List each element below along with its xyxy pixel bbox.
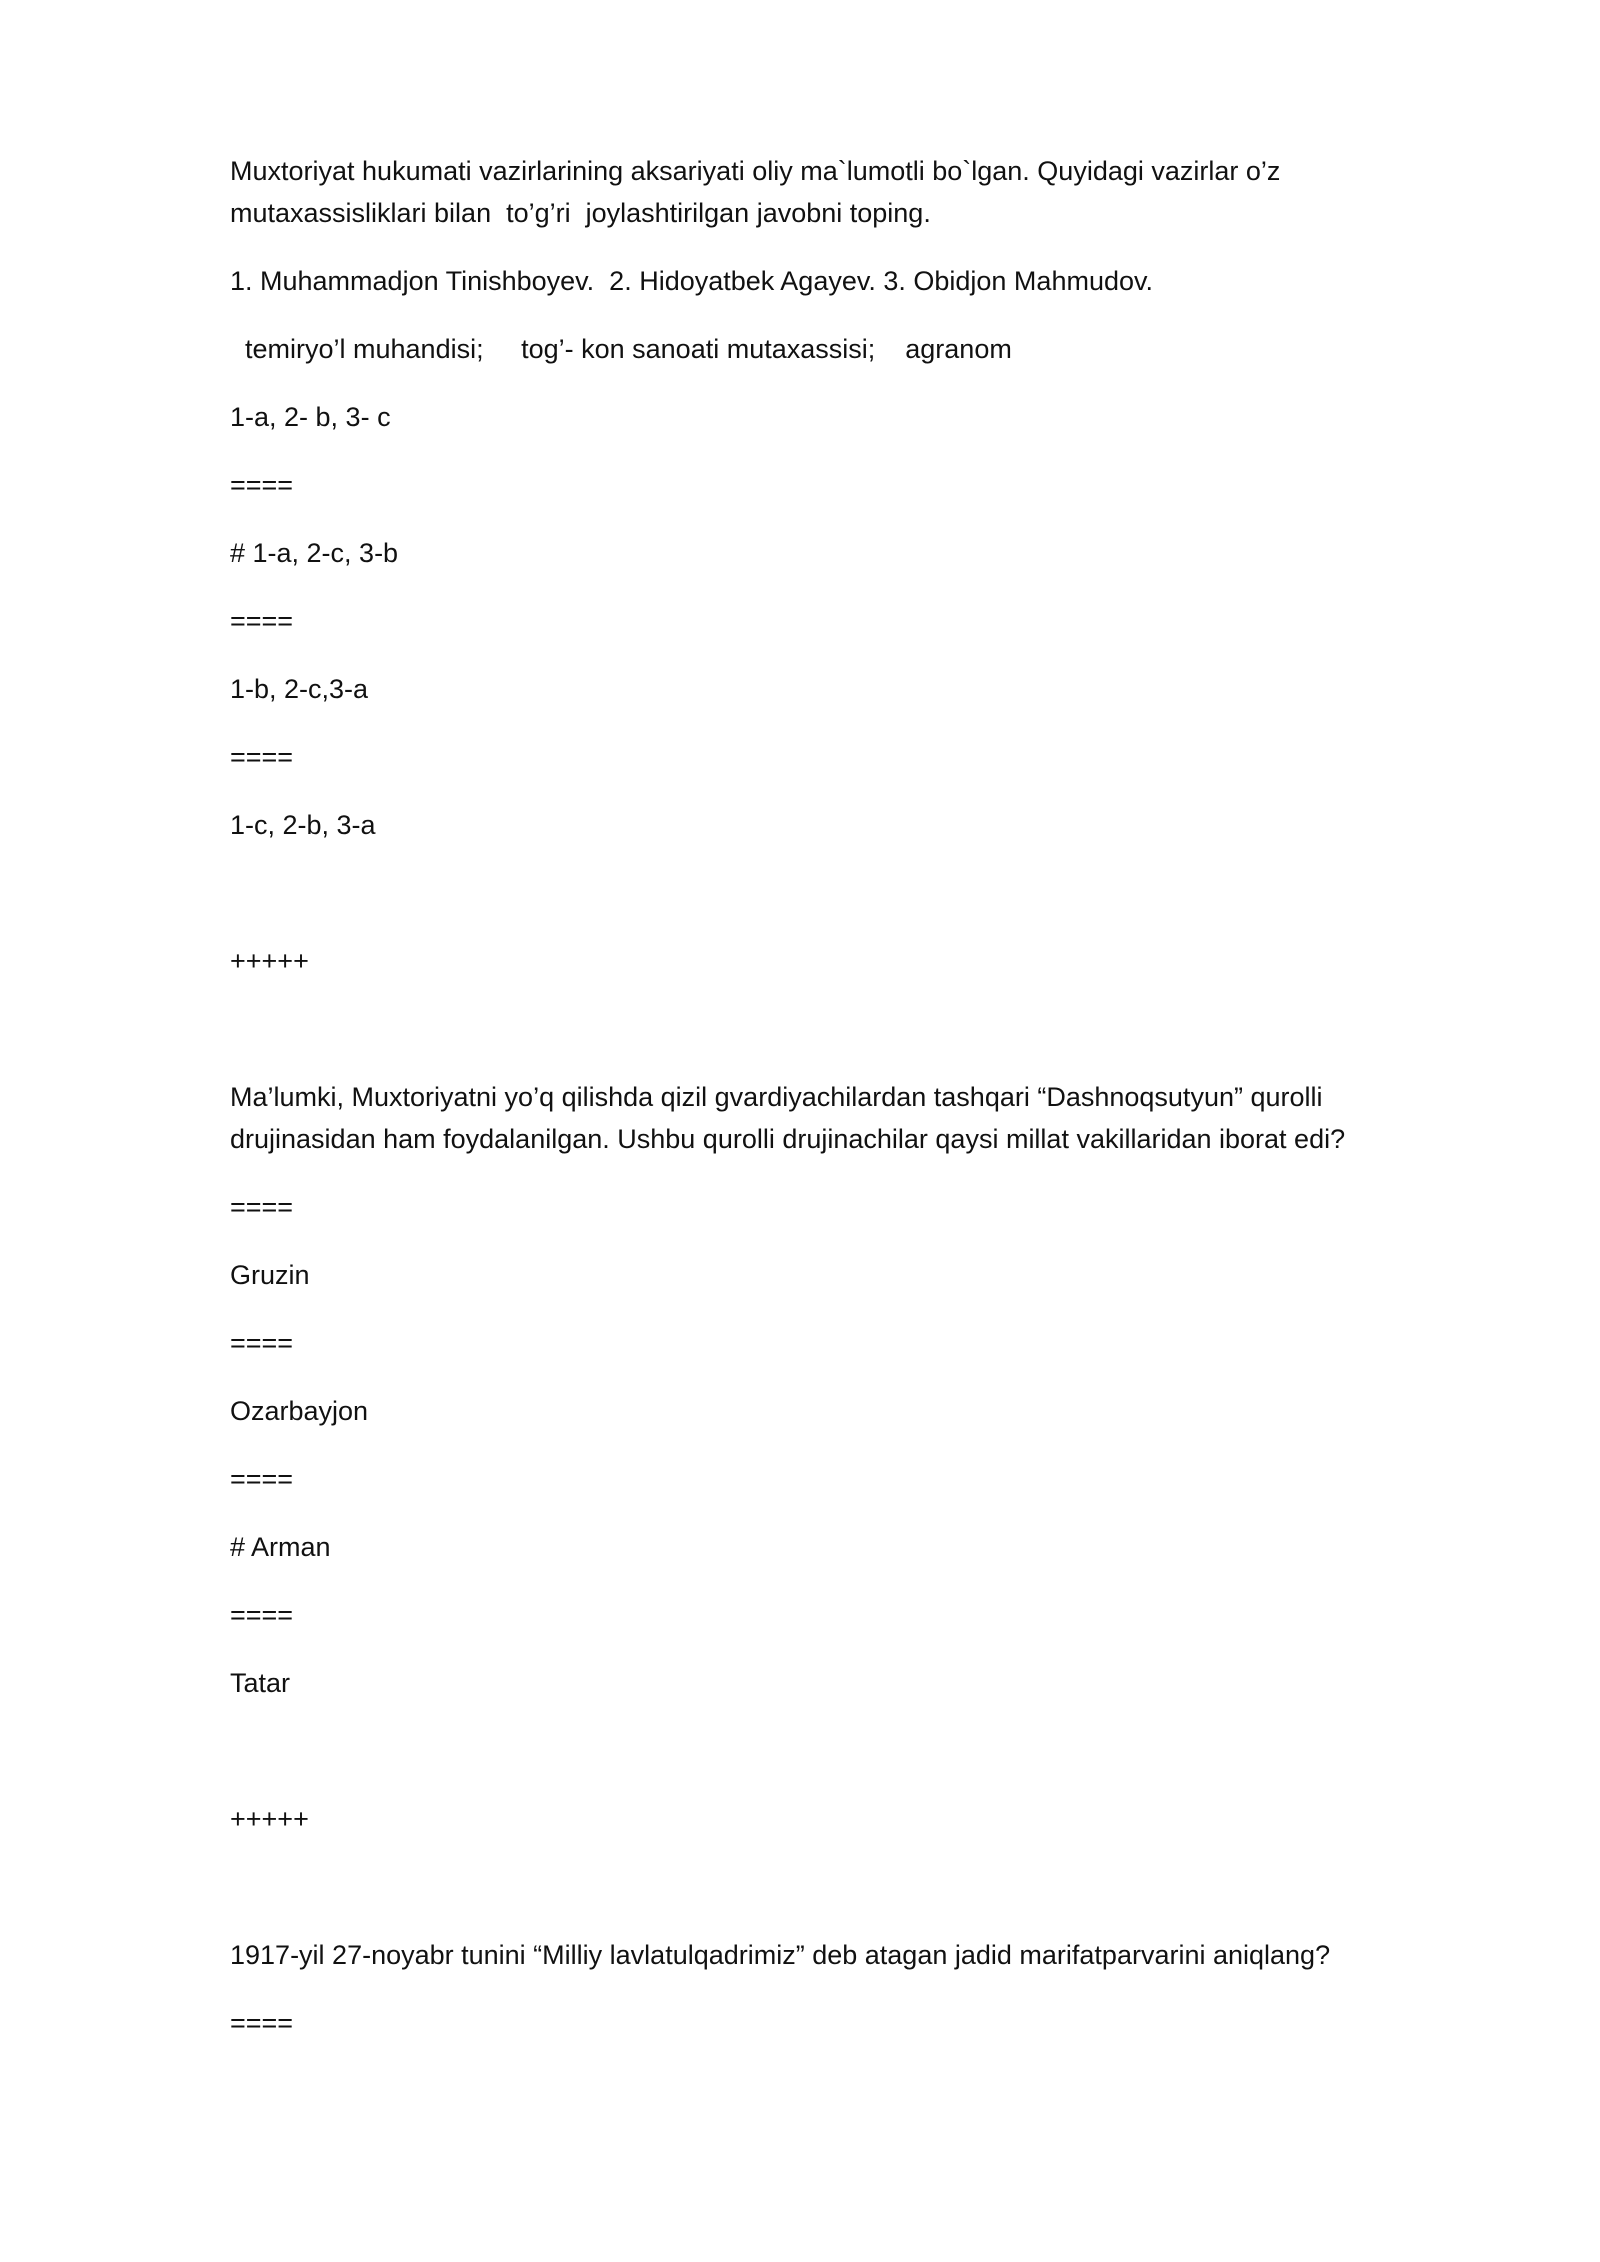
separator: ==== [230, 1192, 294, 1222]
question-2-option-1: Gruzin [230, 1260, 310, 1290]
question-1-option-3: 1-b, 2-c,3-a [230, 674, 369, 704]
question-1-option-1: 1-a, 2- b, 3- c [230, 402, 391, 432]
question-1-option-2: # 1-a, 2-c, 3-b [230, 538, 399, 568]
separator: ==== [230, 742, 294, 772]
question-2-option-4: Tatar [230, 1668, 291, 1698]
separator: ==== [230, 1600, 294, 1630]
question-1-names: 1. Muhammadjon Tinishboyev. 2. Hidoyatbek Agayev. 3. Obidjon Mahmudov. [230, 266, 1153, 296]
question-1-option-4: 1-c, 2-b, 3-a [230, 810, 376, 840]
separator: ==== [230, 2008, 294, 2038]
spacer [230, 1866, 1380, 1934]
separator: ==== [230, 1328, 294, 1358]
spacer [230, 872, 1380, 940]
question-3-text: 1917-yil 27-noyabr tunini “Milliy lavlatulqadrimiz” deb atagan jadid marifatparvarini aniqlang? [230, 1940, 1331, 1970]
separator: ==== [230, 606, 294, 636]
question-2-option-3: # Arman [230, 1532, 331, 1562]
spacer [230, 1008, 1380, 1076]
question-end-marker: +++++ [230, 946, 309, 976]
question-2-text: Ma’lumki, Muxtoriyatni yo’q qilishda qizil gvardiyachilardan tashqari “Dashnoqsutyun” qurolli drujinasidan ham foydalanilgan. Ushbu qurolli drujinachilar qaysi millat vakillaridan iborat edi? [230, 1082, 1346, 1154]
separator: ==== [230, 470, 294, 500]
question-1-text: Muxtoriyat hukumati vazirlarining aksariyati oliy ma`lumotli bo`lgan. Quyidagi vazirlar o’z mutaxassisliklari bilan to’g’ri joylashtirilgan javobni toping. [230, 156, 1288, 228]
spacer [230, 1730, 1380, 1798]
separator: ==== [230, 1464, 294, 1494]
question-end-marker: +++++ [230, 1804, 309, 1834]
question-2-option-2: Ozarbayjon [230, 1396, 369, 1426]
question-1-professions: temiryo’l muhandisi; tog’- kon sanoati mutaxassisi; agranom [230, 334, 1012, 364]
document-content [230, 150, 1380, 2070]
